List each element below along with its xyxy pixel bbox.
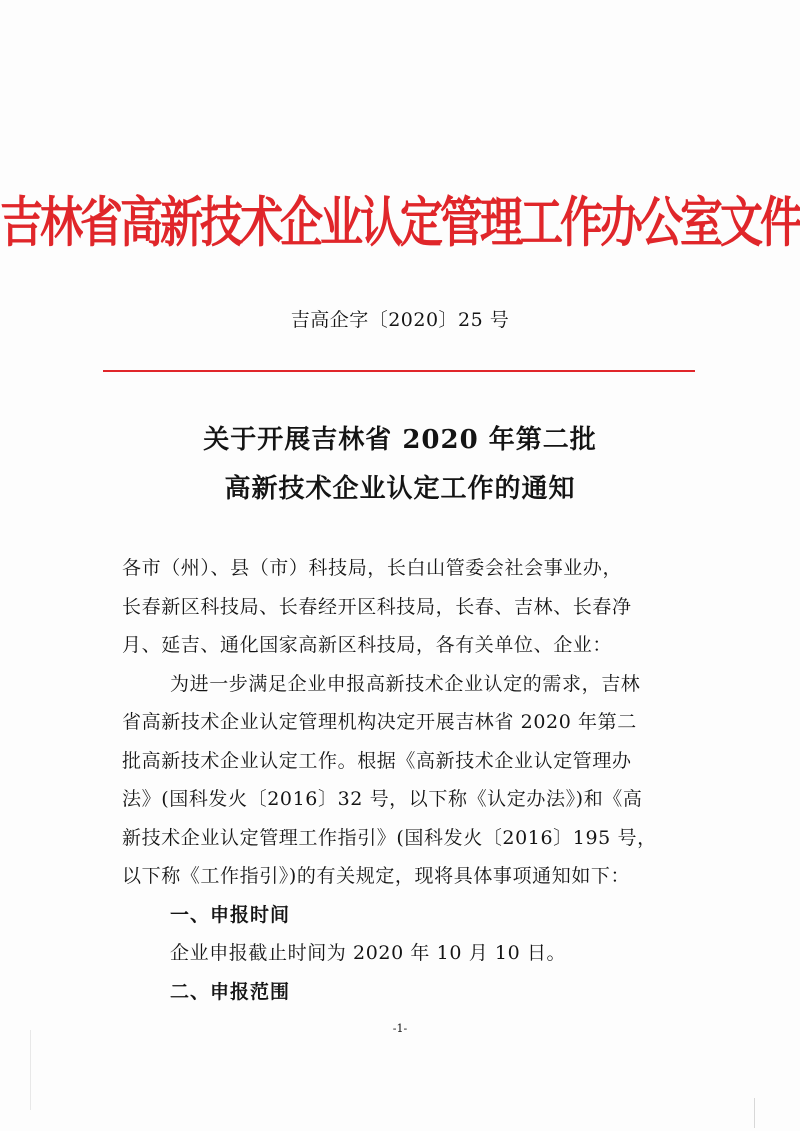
intro-line-5: 新技术企业认定管理工作指引》(国科发火〔2016〕195 号， — [122, 827, 657, 849]
section-2-heading: 二、申报范围 — [170, 981, 291, 1003]
section-1-text: 企业申报截止时间为 2020 年 10 月 10 日。 — [170, 942, 567, 964]
intro-line-1: 为进一步满足企业申报高新技术企业认定的需求，吉林 — [170, 673, 641, 695]
intro-line-2: 省高新技术企业认定管理机构决定开展吉林省 2020 年第二 — [122, 711, 637, 733]
intro-line-3: 批高新技术企业认定工作。根据《高新技术企业认定管理办 — [122, 750, 632, 772]
scan-edge-right — [754, 1098, 755, 1128]
page-number: -1- — [392, 1022, 408, 1035]
recipients-line-2: 长春新区科技局、长春经开区科技局，长春、吉林、长春净 — [122, 596, 632, 618]
recipients-line-1: 各市（州）、县（市）科技局，长白山管委会社会事业办， — [122, 557, 623, 579]
intro-line-4: 法》(国科发火〔2016〕32 号，以下称《认定办法》)和《高 — [122, 788, 643, 810]
red-separator-line — [103, 370, 695, 372]
document-number: 吉高企字〔2020〕25 号 — [290, 309, 510, 331]
intro-line-6: 以下称《工作指引》)的有关规定，现将具体事项通知如下： — [122, 865, 631, 887]
scan-edge-left — [30, 1030, 31, 1110]
notice-title-line-1: 关于开展吉林省 2020 年第二批 — [203, 425, 597, 455]
section-1-heading: 一、申报时间 — [170, 904, 291, 926]
notice-title-line-2: 高新技术企业认定工作的通知 — [224, 474, 576, 504]
recipients-line-3: 月、延吉、通化国家高新区科技局，各有关单位、企业： — [122, 634, 613, 656]
masthead-title: 吉林省高新技术企业认定管理工作办公室文件 — [0, 192, 800, 255]
